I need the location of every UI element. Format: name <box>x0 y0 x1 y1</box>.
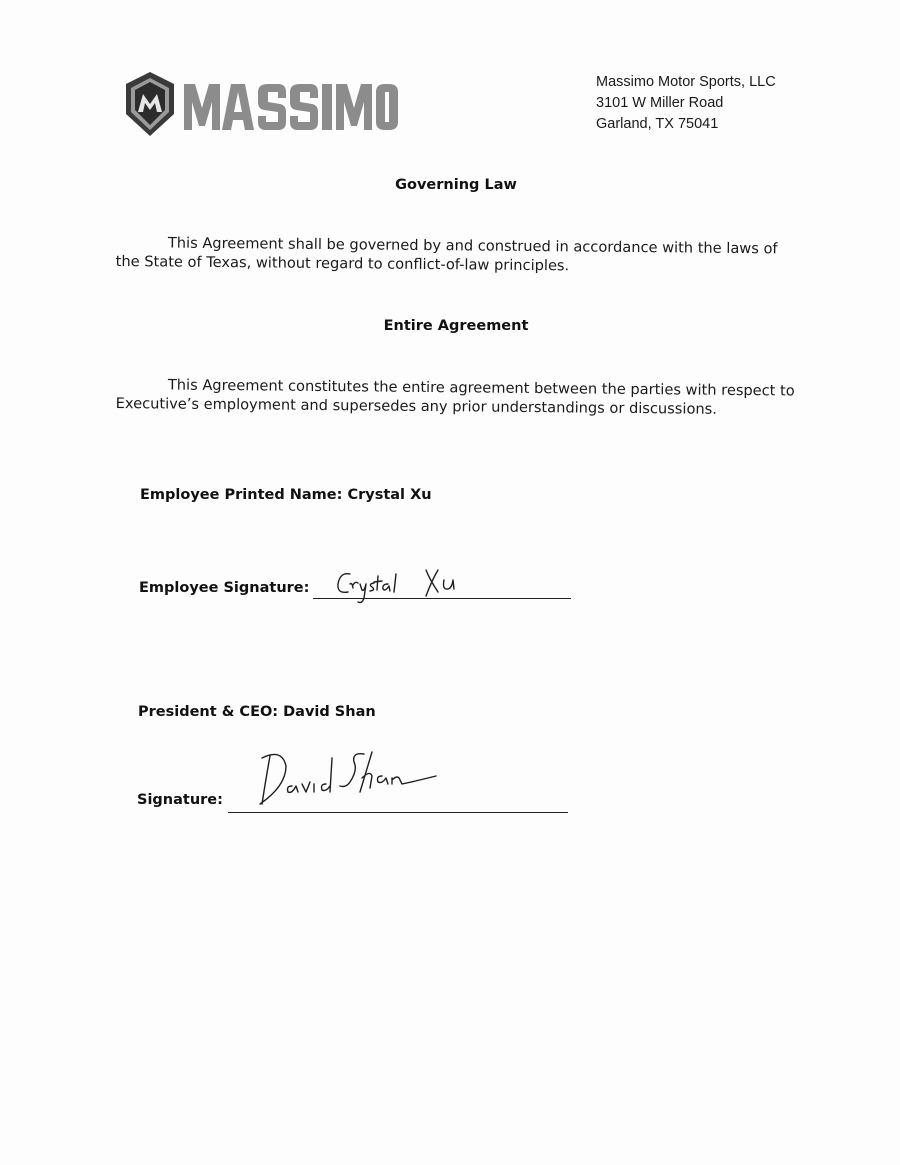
president-name: President & CEO: David Shan <box>138 704 376 720</box>
shield-icon <box>126 72 174 136</box>
company-city: Garland, TX 75041 <box>596 116 719 132</box>
massimo-wordmark <box>184 84 398 130</box>
employee-signature-label: Employee Signature: <box>139 580 310 596</box>
company-address <box>596 72 776 135</box>
president-signature-label: Signature: <box>137 792 223 808</box>
paragraph-line: the State of Texas, without regard to conflict-of-law principles. <box>115 252 570 275</box>
entire-agreement-paragraph <box>116 375 796 420</box>
company-street: 3101 W Miller Road <box>596 95 724 111</box>
employee-signature <box>334 562 474 614</box>
entire-agreement-heading: Entire Agreement <box>383 318 529 334</box>
paragraph-line: This Agreement shall be governed by and construed in accordance with the laws of <box>167 234 778 258</box>
governing-law-heading: Governing Law <box>395 177 517 193</box>
company-name: Massimo Motor Sports, LLC <box>596 74 776 90</box>
massimo-logo <box>124 70 399 138</box>
paragraph-line: Executive’s employment and supersedes any prior understandings or discussions. <box>115 394 717 418</box>
president-signature <box>252 748 442 814</box>
employee-printed-name: Employee Printed Name: Crystal Xu <box>140 487 432 503</box>
governing-law-paragraph <box>116 233 796 278</box>
paragraph-line: This Agreement constitutes the entire agreement between the parties with respect to <box>167 376 795 400</box>
